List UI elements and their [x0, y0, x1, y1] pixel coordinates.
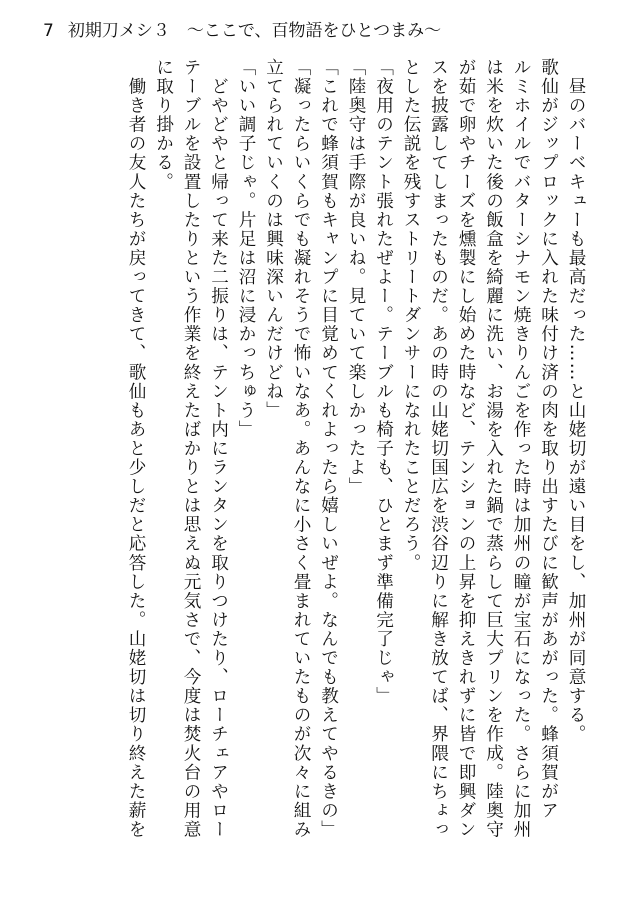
text-line: テーブルを設置したりという作業を終えたばかりとは思えぬ元気さで、今度は焚火台の用意	[181, 58, 201, 840]
text-line: スを披露してしまったものだ。あの時の山姥切国広を渋谷辺りに解き放てば、界隈にちょっ	[428, 58, 449, 840]
text-line: 昼のバーベキューも最高だった……と山姥切が遠い目をし、加州が同意する。	[566, 58, 586, 744]
text-line: に取り掛かる。	[153, 58, 174, 192]
text-line: 歌仙がジップロックに入れた味付け済の肉を取り出すたびに歓声があがった。蜂須賀がア	[538, 58, 559, 820]
dialogue-line: 「陸奥守は手際が良いね。見ていて楽しかったよ」	[346, 58, 366, 497]
text-line: ルミホイルでバターシナモン焼きりんごを作った時は加州の瞳が宝石になった。さらに加州	[511, 58, 531, 840]
dialogue-line: 「いい調子じゃ。片足は沼に浸かっちゅう」	[236, 58, 256, 439]
text-line: が茹で卵やチーズを燻製にし始めた時など、テンションの上昇を抑えきれずに皆で即興ダン	[456, 58, 476, 840]
text-line: は米を炊いた後の飯盒を綺麗に洗い、お湯を入れた鍋で蒸らして巨大プリンを作成。陸奥守	[483, 58, 504, 840]
dialogue-line: 「夜用のテント張れたぜよー。テーブルも椅子も、ひとまず準備完了じゃ」	[373, 58, 394, 706]
text-line: とした伝説を残すストリートダンサーになれたことだろう。	[401, 58, 421, 573]
text-line: 立てられていくのは興味深いんだけどね」	[263, 58, 284, 420]
dialogue-line: 「これで蜂須賀もキャンプに目覚めてくれよったら嬉しいぜよ。なんでも教えてやるきの」	[318, 58, 339, 840]
page-number: 7	[43, 21, 54, 41]
vertical-body-text	[29, 58, 589, 858]
dialogue-line: 「凝ったらいくらでも凝れそうで怖いなあ。あんなに小さく畳まれていたものが次々に組み	[291, 58, 311, 840]
book-title: 初期刀メシ３ ～ここで、百物語をひとつまみ～	[67, 21, 442, 41]
page-header	[43, 21, 441, 41]
text-line: 働き者の友人たちが戻ってきて、歌仙もあと少しだと応答した。山姥切は切り終えた薪を	[126, 58, 146, 840]
text-line: どやどやと帰って来た二振りは、テント内にランタンを取りつけたり、ローチェアやロー	[208, 58, 229, 840]
